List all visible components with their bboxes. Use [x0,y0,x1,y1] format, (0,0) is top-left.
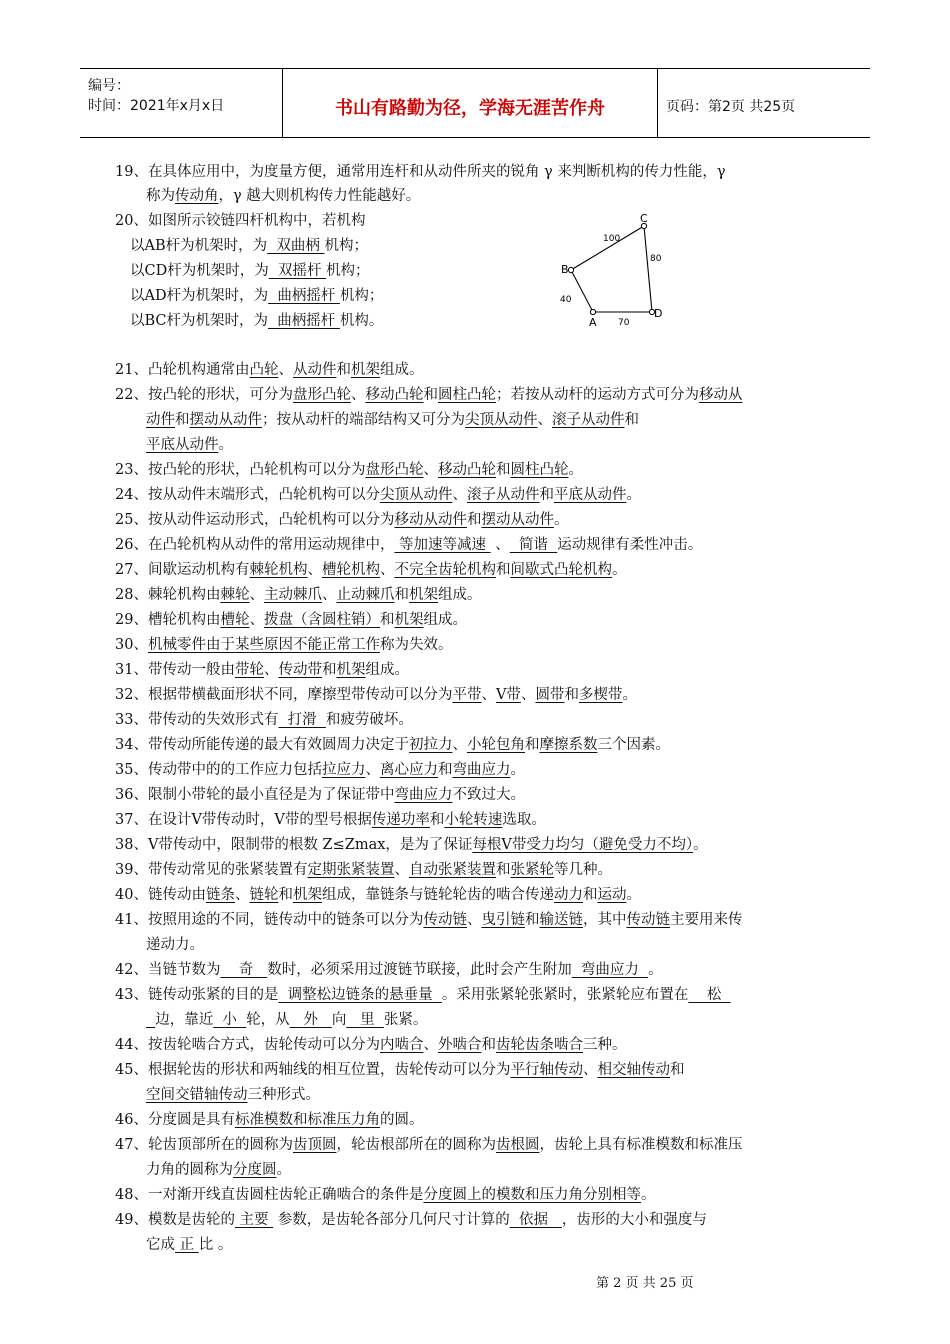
page-header [80,68,870,138]
text-line: 23、按凸轮的形状，凸轮机构可以分为盘形凸轮、移动凸轮和圆柱凸轮。 [115,462,583,478]
point-label-a: A [589,316,597,329]
text-line: 21、凸轮机构通常由凸轮、从动件和机架组成。 [115,362,424,378]
text-line: 19、在具体应用中，为度量方便，通常用连杆和从动件所夹的锐角 γ 来判断机构的传力性能，γ [115,164,726,180]
number-label: 编号： [88,78,130,94]
text-line: 39、带传动常见的张紧装置有定期张紧装置、自动张紧装置和张紧轮等几种。 [115,862,612,878]
text-line: 35、传动带中的的工作应力包括拉应力、离心应力和弯曲应力。 [115,762,525,778]
text-line: 以BC杆为机架时，为 曲柄摇杆 机构。 [130,313,384,329]
point-label-c: C [640,212,648,225]
text-line: 空间交错轴传动三种形式。 [146,1087,320,1103]
length-label-bc: 100 [603,234,621,244]
text-line: 48、一对渐开线直齿圆柱齿轮正确啮合的条件是分度圆上的模数和压力角分别相等。 [115,1187,656,1203]
text-line: 平底从动件。 [146,437,233,453]
text-line: 33、带传动的失效形式有 打滑 和疲劳破坏。 [115,712,413,728]
text-line: 37、在设计V带传动时，V带的型号根据传递功率和小轮转速选取。 [115,812,546,828]
text-line: 31、带传动一般由带轮、传动带和机架组成。 [115,662,409,678]
text-line: 22、按凸轮的形状，可分为盘形凸轮、移动凸轮和圆柱凸轮；若按从动杆的运动方式可分为移动从 [115,387,743,403]
length-label-cd: 80 [650,254,662,264]
text-line: 29、槽轮机构由槽轮、拨盘（含圆柱销）和机架组成。 [115,612,467,628]
text-line: 38、V带传动中，限制带的根数 Z≤Zmax，是为了保证每根V带受力均匀（避免受力不均）。 [115,837,708,853]
text-line: 28、棘轮机构由棘轮、主动棘爪、止动棘爪和机架组成。 [115,587,482,603]
text-line: 32、根据带横截面形状不同，摩擦型带传动可以分为平带、V带、圆带和多楔带。 [115,687,637,703]
text-line: 24、按从动件末端形式，凸轮机构可以分尖顶从动件、滚子从动件和平底从动件。 [115,487,641,503]
header-center-cell [283,69,658,137]
text-line: 41、按照用途的不同，链传动中的链条可以分为传动链、曳引链和输送链，其中传动链主要用来传 [115,912,743,928]
text-line: 45、根据轮齿的形状和两轴线的相互位置，齿轮传动可以分为平行轴传动、相交轴传动和 [115,1062,685,1078]
text-line: 42、当链节数为 奇 数时，必须采用过渡链节联接，此时会产生附加 弯曲应力 。 [115,962,663,978]
header-motto: 书山有路勤为径，学海无涯苦作舟 [335,98,605,119]
text-line: 递动力。 [146,937,204,953]
point-label-b: B [561,263,569,276]
text-line: 49、模数是齿轮的 主要 参数，是齿轮各部分几何尺寸计算的 依据 ，齿形的大小和强度与 [115,1212,707,1228]
header-left-cell [80,69,283,137]
text-line: 动件和摆动从动件；按从动杆的端部结构又可分为尖顶从动件、滚子从动件和 [146,412,639,428]
text-line: 36、限制小带轮的最小直径是为了保证带中弯曲应力不致过大。 [115,787,525,803]
text-line: 以CD杆为机架时，为 双摇杆 机构； [130,263,370,279]
point-label-d: D [654,307,663,320]
text-line: 27、间歇运动机构有棘轮机构、槽轮机构、不完全齿轮机构和间歇式凸轮机构。 [115,562,627,578]
text-line: 43、链传动张紧的目的是 调整松边链条的悬垂量 。采用张紧轮张紧时，张紧轮应布置在 松 [115,987,731,1003]
header-right-cell [658,69,870,137]
date-label: 时间：2021年x月x日 [88,98,225,114]
page-footer: 第 2 页 共 25 页 [596,1276,694,1291]
text-line: 力角的圆称为分度圆。 [146,1162,291,1178]
length-label-ad: 70 [618,318,630,328]
text-line: 26、在凸轮机构从动件的常用运动规律中， 等加速等减速 、 简谐 运动规律有柔性冲击。 [115,537,703,553]
text-line: 它成 正 比 。 [146,1237,233,1253]
text-line: 44、按齿轮啮合方式，齿轮传动可以分为内啮合、外啮合和齿轮齿条啮合三种。 [115,1037,627,1053]
text-line: 34、带传动所能传递的最大有效圆周力决定于初拉力、小轮包角和摩擦系数三个因素。 [115,737,670,753]
four-bar-linkage-diagram [552,210,672,330]
text-line: 46、分度圆是具有标准模数和标准压力角的圆。 [115,1112,424,1128]
text-line: 40、链传动由链条、链轮和机架组成，靠链条与链轮轮齿的啮合传递动力和运动。 [115,887,641,903]
text-line: 以AD杆为机架时，为 曲柄摇杆 机构； [130,288,384,304]
page-number-label: 页码：第2页 共25页 [666,99,796,115]
text-line: 边，靠近 小 轮，从 外 向 里 张紧。 [155,1012,428,1028]
text-line: 47、轮齿顶部所在的圆称为齿顶圆，轮齿根部所在的圆称为齿根圆，齿轮上具有标准模数和标准压 [115,1137,743,1153]
text-line: 30、机械零件由于某些原因不能正常工作称为失效。 [115,637,453,653]
text-line: 称为传动角，γ 越大则机构传力性能越好。 [146,188,421,204]
text-line: 20、如图所示铰链四杆机构中，若机构 [115,213,366,229]
text-line: 以AB杆为机架时，为 双曲柄 机构； [130,238,368,254]
length-label-ab: 40 [560,295,572,305]
text-line: 25、按从动件运动形式，凸轮机构可以分为移动从动件和摆动从动件。 [115,512,569,528]
